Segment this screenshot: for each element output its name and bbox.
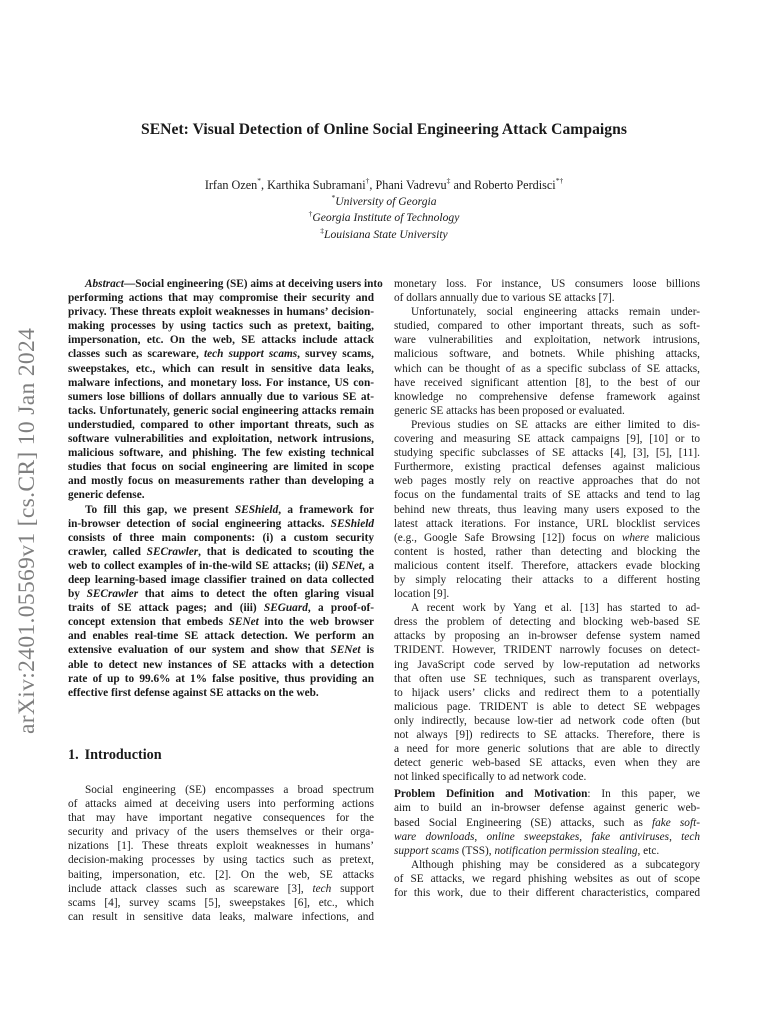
text-line: by SECrawler that aims to detect the often glaring visual xyxy=(68,588,375,601)
text-line: sumers lose billions of dollars annually due to various SE at- xyxy=(68,390,374,403)
text-line: concept extension that embeds SENet into the web browser xyxy=(68,616,374,629)
text-line: Social engineering (SE) encompasses a broad spectrum xyxy=(85,784,374,796)
section-heading-introduction: 1. Introduction xyxy=(68,747,162,763)
text-line: and mostly focus on measurements rather than developing a xyxy=(68,475,374,488)
arxiv-stamp: arXiv:2401.05569v1 [cs.CR] 10 Jan 2024 xyxy=(14,327,40,734)
text-line: of dollars annually due to various SE attacks [7]. xyxy=(394,292,615,305)
text-line: security and privacy of the users themselves or their orga- xyxy=(68,826,374,839)
text-line: aim to build an in-browser defense against generic web- xyxy=(394,802,700,815)
text-line: Although phishing may be considered as a subcategory xyxy=(411,858,700,871)
text-line: have received significant attention [8], to the best of our xyxy=(394,376,700,389)
text-line: malicious software, and phishing. The few existing technical xyxy=(68,447,374,460)
text-line: Problem Definition and Motivation: In this paper, we xyxy=(394,788,700,801)
text-line: include attack classes such as scareware [3], tech support xyxy=(68,882,375,895)
text-line: of attacks aimed at deceiving users into performing actions xyxy=(68,798,374,811)
text-line: impersonation, etc. On the web, SE attacks include attack xyxy=(68,334,374,347)
text-line: privacy. These threats exploit weaknesses in humans’ decision- xyxy=(68,306,374,319)
text-line: rate of up to 99.6% at 1% false positive, thus providing an xyxy=(68,672,374,685)
text-line: understudied, compared to other important threats, such as xyxy=(68,418,374,431)
text-line: malware infections, and monetary loss. For instance, US con- xyxy=(68,376,374,389)
text-line: that may have important negative consequences for the xyxy=(68,812,374,825)
text-line: focus on the fundamental traits of SE attacks and tend to lag xyxy=(394,489,700,502)
text-line: software vulnerabilities and exploitation, network intrusions, xyxy=(68,433,374,446)
text-line: that often use SE techniques, such as transparent overlays, xyxy=(394,672,700,685)
text-line: for this work, due to their different characteristics, compared xyxy=(394,887,700,900)
text-line: web pages mostly rely on reactive approaches that do not xyxy=(394,475,700,488)
text-line: crawler, called SECrawler, that is dedicated to scouting the xyxy=(68,545,374,558)
text-line: detect generic web-based SE attacks, even when they are xyxy=(394,757,700,770)
text-line: attacks by proposing an in-browser defense system named xyxy=(394,630,700,643)
author-list: Irfan Ozen*, Karthika Subramani†, Phani Vadrevu‡ and Roberto Perdisci*† xyxy=(204,176,564,192)
right-column-text xyxy=(394,277,700,900)
text-line: web to collect examples of in-the-wild SE attacks; (ii) SENet, a xyxy=(68,559,374,572)
text-line: (e.g., Google Safe Browsing [12]) focus on where malicious xyxy=(394,531,701,544)
text-line: knowledge no comprehensive defense framework against xyxy=(394,390,700,403)
text-line: support scams (TSS), notification permission stealing, etc. xyxy=(394,844,660,857)
text-line: location [9]. xyxy=(394,588,450,601)
text-line: malicious page. TRIDENT is able to detect SE webpages xyxy=(394,700,700,713)
text-line: in-browser detection of social engineering attacks. SEShield xyxy=(68,517,374,530)
text-line: behind new threats, thus leaving many users exposed to the xyxy=(394,503,700,516)
text-line: not linked specifically to ad network code. xyxy=(394,771,587,784)
text-line: generic defense. xyxy=(68,489,145,502)
text-line: able to detect new instances of SE attacks with a detection xyxy=(68,658,374,671)
text-line: studying specific subclasses of SE attacks [4], [3], [5], [11]. xyxy=(394,447,700,460)
text-line: extensive evaluation of our system and show that SENet is xyxy=(68,644,374,657)
text-line: tacks. Unfortunately, generic social engineering attacks remain xyxy=(68,404,374,417)
text-line: baiting, impersonation, etc. [2]. On the web, SE attacks xyxy=(68,868,374,881)
text-line: to hijack users’ clicks and redirect them to a potentially xyxy=(394,686,700,699)
text-line: by simply relocating their attacks to a different hosting xyxy=(394,573,700,586)
text-line: sweepstakes, etc., which can result in sensitive data leaks, xyxy=(68,362,374,375)
text-line: can result in sensitive data leaks, malware infections, and xyxy=(68,910,374,923)
text-line: studied, compared to other important threats, such as soft- xyxy=(394,320,700,333)
text-line: scams [4], survey scams [5], sweepstakes [6], etc., which xyxy=(68,896,374,909)
text-line: To fill this gap, we present SEShield, a framework for xyxy=(85,503,374,516)
text-line: Abstract—Social engineering (SE) aims at deceiving users into xyxy=(85,278,383,290)
text-line: generic SE attacks has been proposed or evaluated. xyxy=(394,404,625,417)
text-line: ware vulnerabilities and exploitation, network intrusions, xyxy=(394,334,700,347)
paper-title: SENet: Visual Detection of Online Social Engineering Attack Campaigns xyxy=(140,121,627,138)
text-line: consists of three main components: (i) a custom security xyxy=(68,531,374,544)
text-line: content is hosted, rather than detecting and blocking the xyxy=(394,545,700,558)
text-line: only indirectly, because low-tier ad network code often (but xyxy=(394,714,700,727)
text-line: Previous studies on SE attacks are either limited to dis- xyxy=(411,418,700,431)
text-line: ing JavaScript code served by low-reputation ad networks xyxy=(394,658,700,671)
text-line: monetary loss. For instance, US consumers loose billions xyxy=(394,278,700,290)
text-line: malicious content itself. Therefore, attackers evade blocking xyxy=(394,559,700,572)
text-line: ware downloads, online sweepstakes, fake antiviruses, tech xyxy=(394,830,700,843)
text-line: A recent work by Yang et al. [13] has started to ad- xyxy=(411,602,700,615)
text-line: Furthermore, existing practical defenses against malicious xyxy=(394,461,700,474)
text-line: not always [9]) redirects to SE attacks. Therefore, there is xyxy=(394,729,700,741)
text-line: based Social Engineering (SE) attacks, such as fake soft- xyxy=(394,816,700,829)
text-line: of SE attacks, we regard phishing websites as out of scope xyxy=(394,872,700,885)
affiliation-georgia: *University of Georgia xyxy=(331,193,437,208)
text-line: traits of SE attack pages; and (iii) SEGuard, a proof-of- xyxy=(68,602,374,615)
text-line: performing actions that may compromise their security and xyxy=(68,292,374,305)
abstract xyxy=(68,277,383,700)
text-line: latest attack iterations. For instance, URL blocklist services xyxy=(394,517,700,530)
text-line: classes such as scareware, tech support scams, survey scams, xyxy=(68,348,374,361)
text-line: Unfortunately, social engineering attacks remain under- xyxy=(411,306,700,319)
text-line: malicious software, and botnets. While phishing attacks, xyxy=(394,348,700,361)
text-line: which can be thought of as a specific subclass of SE attacks, xyxy=(394,362,700,375)
text-line: effective first defense against SE attacks on the web. xyxy=(68,686,319,699)
text-line: covering and measuring SE attack campaigns [9], [10] or to xyxy=(394,433,700,446)
text-line: decision-making processes by using tactics such as pretext, xyxy=(68,854,374,867)
text-line: TRIDENT. However, TRIDENT narrowly focuses on detect- xyxy=(394,644,700,657)
text-line: studies that focus on social engineering are limited in scope xyxy=(68,461,374,474)
text-line: deep learning-based image classifier trained on data collected xyxy=(68,573,374,586)
affiliation-gatech: †Georgia Institute of Technology xyxy=(308,209,460,224)
text-line: a need for more generic solutions that are able to directly xyxy=(394,743,700,756)
text-line: making processes by using tactics such as pretext, baiting, xyxy=(68,320,374,333)
text-line: dress the problem of detecting and blocking web-based SE xyxy=(394,616,700,629)
affiliation-lsu: ‡Louisiana State University xyxy=(320,226,448,241)
introduction-text xyxy=(68,783,374,924)
text-line: and enables real-time SE attack detection. We perform an xyxy=(68,630,374,643)
text-line: nizations [1]. These threats exploit weaknesses in humans’ xyxy=(68,840,374,853)
